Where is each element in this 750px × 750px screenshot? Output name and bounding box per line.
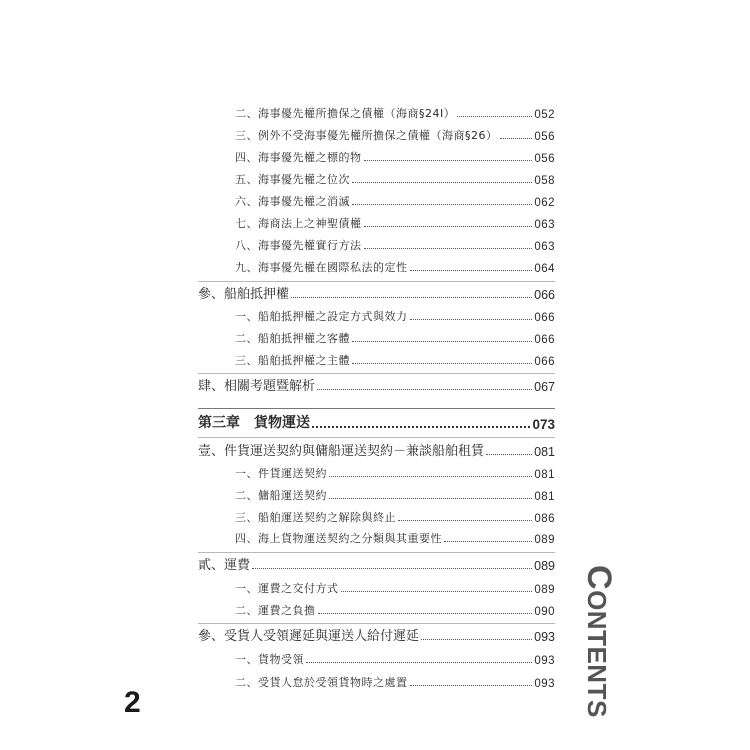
- toc-entry: [235, 257, 555, 275]
- toc-entry-title: 參、船舶抵押權: [198, 287, 290, 302]
- section-divider: [198, 373, 555, 374]
- toc-entry: [235, 235, 555, 253]
- toc-leader: [364, 248, 533, 249]
- toc-leader: [352, 341, 532, 342]
- toc-entry-page: 089: [534, 534, 555, 546]
- toc-entry-title: 三、例外不受海事優先權所擔保之債權（海商§26）: [235, 129, 498, 142]
- toc-leader: [312, 426, 530, 428]
- toc-entry-title: 三、船舶運送契約之解除與終止: [235, 511, 396, 524]
- toc-entry-page: 081: [534, 491, 555, 503]
- toc-leader: [341, 591, 533, 592]
- toc-entry: [235, 147, 555, 165]
- toc-leader: [252, 568, 532, 569]
- toc-leader: [291, 297, 532, 298]
- toc-entry-title: 二、運費之負擔: [235, 604, 316, 617]
- toc-leader: [410, 270, 533, 271]
- toc-entry: [235, 328, 555, 346]
- section-divider: [198, 552, 555, 553]
- toc-entry-page: 086: [534, 513, 555, 525]
- toc-entry-page: 064: [534, 263, 555, 275]
- toc-leader: [352, 204, 532, 205]
- toc-entry: [235, 528, 555, 546]
- toc-entry-page: 066: [534, 356, 555, 368]
- section-divider: [198, 623, 555, 624]
- toc-entry: [235, 213, 555, 231]
- toc-leader: [306, 662, 532, 663]
- toc-entry: [235, 103, 555, 121]
- toc-entry-title: 四、海上貨物運送契約之分類與其重要性: [235, 532, 442, 545]
- toc-entry-page: 089: [534, 584, 555, 596]
- toc-entry-title: 二、海事優先權所擔保之債權（海商§24Ⅰ）: [235, 107, 456, 120]
- toc-entry-page: 058: [534, 175, 555, 187]
- toc-entry-page: 073: [532, 417, 555, 432]
- toc-entry-page: 093: [534, 630, 555, 644]
- toc-entry-title: 五、海事優先權之位次: [235, 173, 350, 186]
- toc-entry: [235, 672, 555, 690]
- toc-entry-page: 067: [534, 380, 555, 394]
- toc-leader: [329, 476, 532, 477]
- toc-entry-page: 093: [534, 678, 555, 690]
- toc-leader: [398, 520, 532, 521]
- chapter-divider: [198, 408, 555, 409]
- toc-entry: [235, 600, 555, 618]
- toc-leader: [318, 613, 533, 614]
- toc-chapter: [198, 412, 555, 432]
- toc-entry-page: 081: [534, 445, 555, 459]
- toc-entry-page: 062: [534, 197, 555, 209]
- toc-entry: [235, 578, 555, 596]
- toc-entry-title: 二、受貨人怠於受領貨物時之處置: [235, 676, 408, 689]
- section-divider: [198, 437, 555, 438]
- contents-initial: C: [580, 565, 618, 591]
- toc-leader: [352, 363, 532, 364]
- toc-entry-title: 二、傭船運送契約: [235, 489, 327, 502]
- toc-entry-title: 一、貨物受領: [235, 653, 304, 666]
- toc-entry-page: 052: [534, 109, 555, 121]
- toc-entry: [235, 191, 555, 209]
- toc-entry-title: 肆、相關考題暨解析: [198, 379, 316, 394]
- toc-section: [198, 555, 555, 573]
- toc-entry: [235, 125, 555, 143]
- toc-entry-page: 066: [534, 288, 555, 302]
- toc-entry-title: 一、件貨運送契約: [235, 467, 327, 480]
- toc-entry-title: 貳、運費: [198, 558, 251, 573]
- toc-entry-page: 089: [534, 559, 555, 573]
- toc-entry: [235, 463, 555, 481]
- toc-entry-title: 一、運費之交付方式: [235, 582, 339, 595]
- toc-entry: [235, 350, 555, 368]
- toc-entry-page: 063: [534, 219, 555, 231]
- toc-entry: [235, 485, 555, 503]
- toc-entry-page: 066: [534, 312, 555, 324]
- toc-leader: [410, 685, 533, 686]
- toc-section: [198, 441, 555, 459]
- toc-entry-title: 壹、件貨運送契約與傭船運送契約－兼談船舶租賃: [198, 444, 485, 459]
- toc-entry-title: 二、船舶抵押權之客體: [235, 332, 350, 345]
- contents-side-label: [582, 565, 616, 718]
- toc-entry-title: 七、海商法上之神聖債權: [235, 217, 362, 230]
- section-divider: [198, 281, 555, 282]
- toc-entry-title: 四、海事優先權之標的物: [235, 151, 362, 164]
- toc-entry-page: 066: [534, 334, 555, 346]
- toc-entry: [235, 169, 555, 187]
- toc-leader: [329, 498, 532, 499]
- toc-leader: [364, 226, 533, 227]
- toc-entry-title: 六、海事優先權之消滅: [235, 195, 350, 208]
- toc-leader: [421, 639, 532, 640]
- toc-leader: [410, 319, 533, 320]
- toc-entry: [235, 649, 555, 667]
- toc-leader: [317, 389, 532, 390]
- toc-entry-title: 一、船舶抵押權之設定方式與效力: [235, 310, 408, 323]
- toc-entry-title: 九、海事優先權在國際私法的定性: [235, 261, 408, 274]
- toc-entry-page: 081: [534, 469, 555, 481]
- toc-leader: [444, 541, 532, 542]
- toc-entry-page: 056: [534, 131, 555, 143]
- page-number: 2: [124, 686, 141, 719]
- toc-leader: [486, 454, 532, 455]
- toc-section: [198, 376, 555, 394]
- toc-section: [198, 284, 555, 302]
- toc-entry-title: 第三章 貨物運送: [198, 415, 310, 431]
- toc-entry-title: 三、船舶抵押權之主體: [235, 354, 350, 367]
- toc-entry: [235, 306, 555, 324]
- toc-entry-page: 093: [534, 655, 555, 667]
- toc-leader: [352, 182, 532, 183]
- toc-leader: [364, 160, 533, 161]
- toc-entry-page: 056: [534, 153, 555, 165]
- toc-entry: [235, 507, 555, 525]
- toc-entry-title: 參、受貨人受領遲延與運送人給付遲延: [198, 629, 420, 644]
- toc-leader: [457, 116, 532, 117]
- toc-entry-title: 八、海事優先權實行方法: [235, 239, 362, 252]
- toc-entry-page: 090: [534, 606, 555, 618]
- toc-section: [198, 626, 555, 644]
- contents-rest: ONTENTS: [582, 590, 612, 718]
- toc-entry-page: 063: [534, 241, 555, 253]
- toc-leader: [500, 138, 533, 139]
